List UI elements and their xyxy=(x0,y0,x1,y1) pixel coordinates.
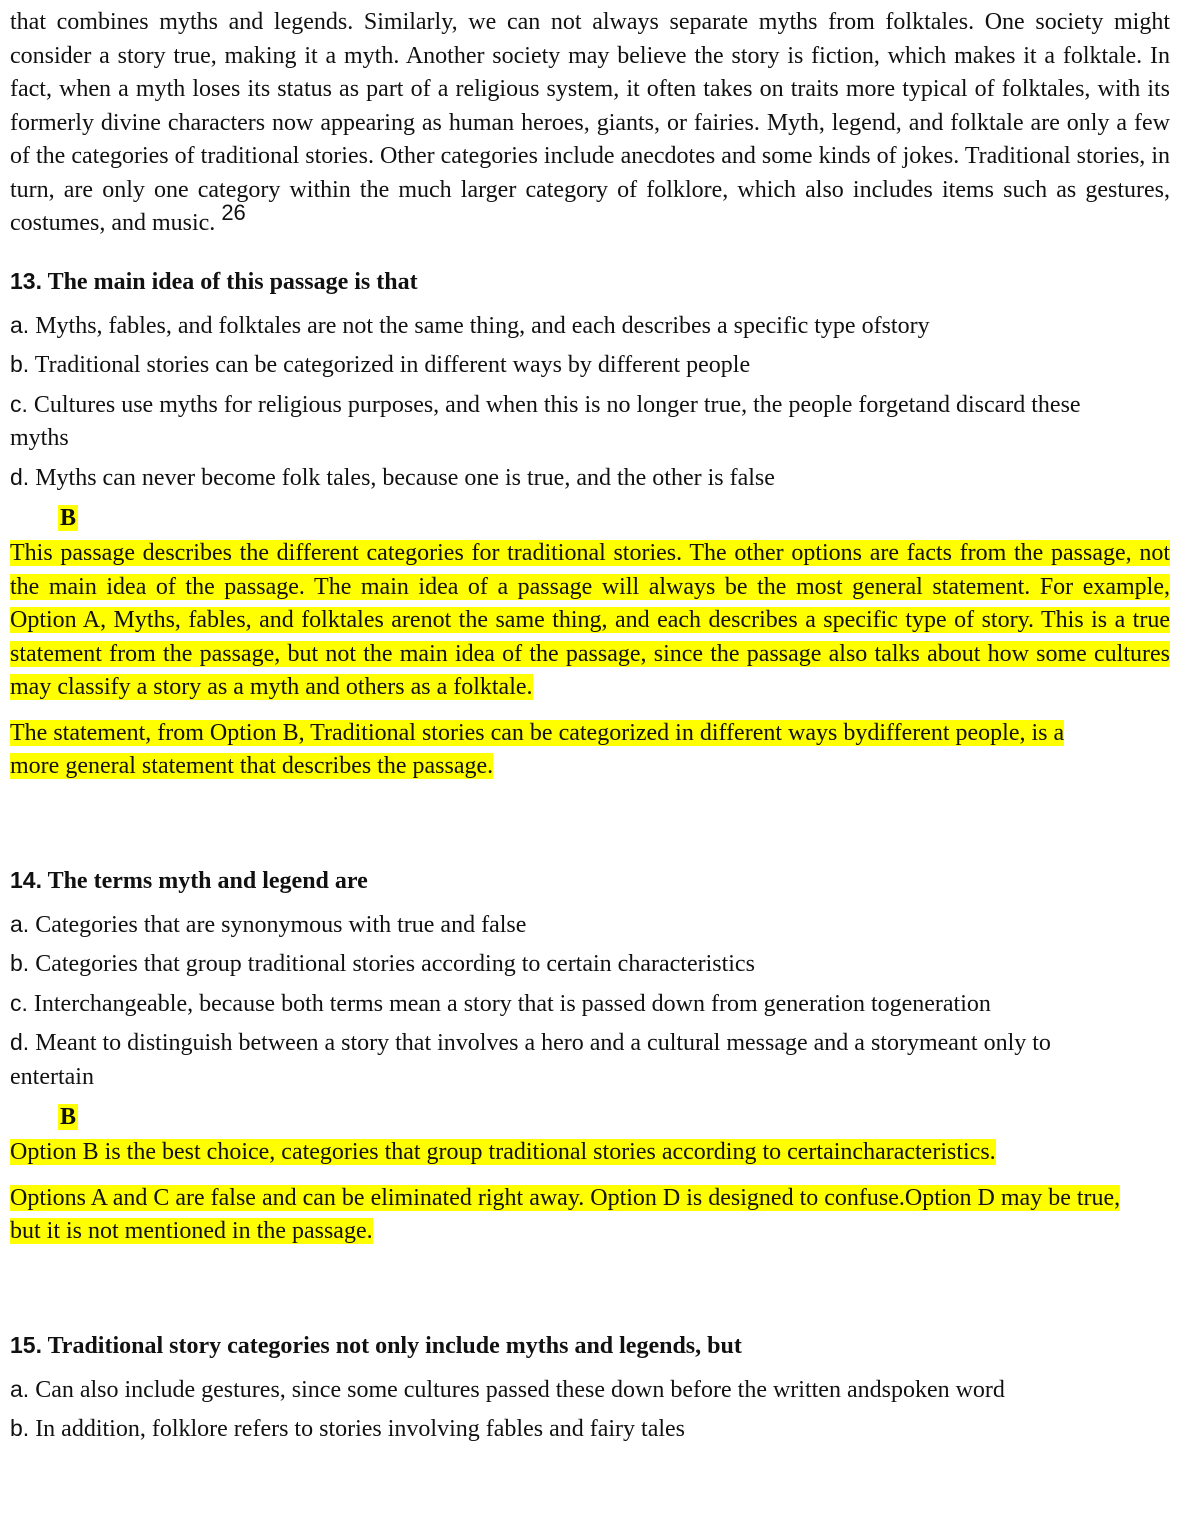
answer-key xyxy=(58,503,1170,533)
question-14 xyxy=(10,864,1170,1249)
option-b xyxy=(10,947,1170,982)
question-15 xyxy=(10,1329,1170,1447)
option-a xyxy=(10,908,1170,943)
explanation-paragraph xyxy=(10,537,1170,705)
option-d xyxy=(10,461,1170,496)
explanation-text: The statement, from Option B, Traditional stories can be categorized in different ways bydifferent people, is a more general statement that describes the passage. xyxy=(10,719,1065,779)
option-d xyxy=(10,1026,1130,1094)
question-stem: The main idea of this passage is that xyxy=(47,268,418,295)
option-c xyxy=(10,388,1095,456)
option-letter: d. xyxy=(10,1029,30,1055)
question-number: 14. xyxy=(10,866,42,893)
question-stem: The terms myth and legend are xyxy=(47,867,368,894)
footnote-number: 26 xyxy=(221,200,246,225)
option-letter: d. xyxy=(10,463,30,490)
option-c xyxy=(10,987,1170,1022)
option-letter: b. xyxy=(10,950,30,976)
option-text: Can also include gestures, since some cultures passed these down before the written andspoken word xyxy=(35,1376,1005,1403)
option-text: Myths, fables, and folktales are not the same thing, and each describes a specific type ofstory xyxy=(35,312,930,339)
option-text: Categories that group traditional stories according to certain characteristics xyxy=(35,951,755,977)
question-stem: Traditional story categories not only include myths and legends, but xyxy=(47,1332,742,1359)
question-heading xyxy=(10,864,1170,898)
question-number: 13. xyxy=(10,267,42,294)
option-a xyxy=(10,309,1170,344)
explanation-text: Options A and C are false and can be eliminated right away. Option D is designed to confuse.Option D may be true, but it is not mentioned in the passage. xyxy=(10,1184,1121,1244)
question-number: 15. xyxy=(10,1331,42,1358)
option-b xyxy=(10,1412,1170,1447)
option-text: Cultures use myths for religious purposes, and when this is no longer true, the people forgetand discard these myths xyxy=(10,391,1081,451)
option-text: Interchangeable, because both terms mean a story that is passed down from generation togeneration xyxy=(33,990,991,1017)
option-letter: b. xyxy=(10,1415,30,1441)
option-text: Myths can never become folk tales, because one is true, and the other is false xyxy=(35,464,775,491)
question-heading xyxy=(10,265,1170,299)
explanation-paragraph xyxy=(10,717,1085,784)
answer-letter: B xyxy=(60,505,77,531)
passage-paragraph xyxy=(10,6,1170,241)
option-letter: c. xyxy=(10,390,28,417)
option-text: Meant to distinguish between a story that involves a hero and a cultural message and a storymeant only to entertain xyxy=(10,1030,1051,1090)
question-13 xyxy=(10,265,1170,784)
document-page xyxy=(10,6,1170,1452)
answer-letter: B xyxy=(60,1104,77,1130)
option-text: Traditional stories can be categorized in different ways by different people xyxy=(34,352,751,378)
explanation-paragraph xyxy=(10,1136,1170,1170)
section-spacer xyxy=(10,1261,1170,1305)
explanation-text: This passage describes the different categories for traditional stories. The other options are facts from the passage, not the main idea of the passage. The main idea of a passage will always be the most general statement. For example, Option A, Myths, fables, and folktales arenot the same thing, and each describes a specific type of story. This is a true statement from the passage, but not the main idea of the passage, since the passage also talks about how some cultures may classify a story as a myth and others as a folktale. xyxy=(10,540,1170,700)
option-letter: c. xyxy=(10,989,28,1016)
explanation-text: Option B is the best choice, categories that group traditional stories according to certaincharacteristics. xyxy=(10,1139,996,1165)
option-b xyxy=(10,348,1170,383)
explanation-paragraph xyxy=(10,1182,1155,1249)
answer-key xyxy=(58,1102,1170,1132)
option-a xyxy=(10,1373,1100,1408)
section-spacer xyxy=(10,796,1170,840)
option-text: In addition, folklore refers to stories involving fables and fairy tales xyxy=(35,1416,686,1442)
option-text: Categories that are synonymous with true and false xyxy=(35,911,527,938)
question-heading xyxy=(10,1329,1170,1363)
option-letter: a. xyxy=(10,1375,30,1402)
option-letter: b. xyxy=(10,351,30,377)
option-letter: a. xyxy=(10,311,30,338)
passage-text: that combines myths and legends. Similarly, we can not always separate myths from folktales. One society might consider a story true, making it a myth. Another society may believe the story is fiction, which makes it a folktale. In fact, when a myth loses its status as part of a religious system, it often takes on traits more typical of folktales, with its formerly divine characters now appearing as human heroes, giants, or fairies. Myth, legend, and folktale are only a few of the categories of traditional stories. Other categories include anecdotes and some kinds of jokes. Traditional stories, in turn, are only one category within the much larger category of folklore, which also includes items such as gestures, costumes, and music. xyxy=(10,9,1170,236)
option-letter: a. xyxy=(10,910,30,937)
